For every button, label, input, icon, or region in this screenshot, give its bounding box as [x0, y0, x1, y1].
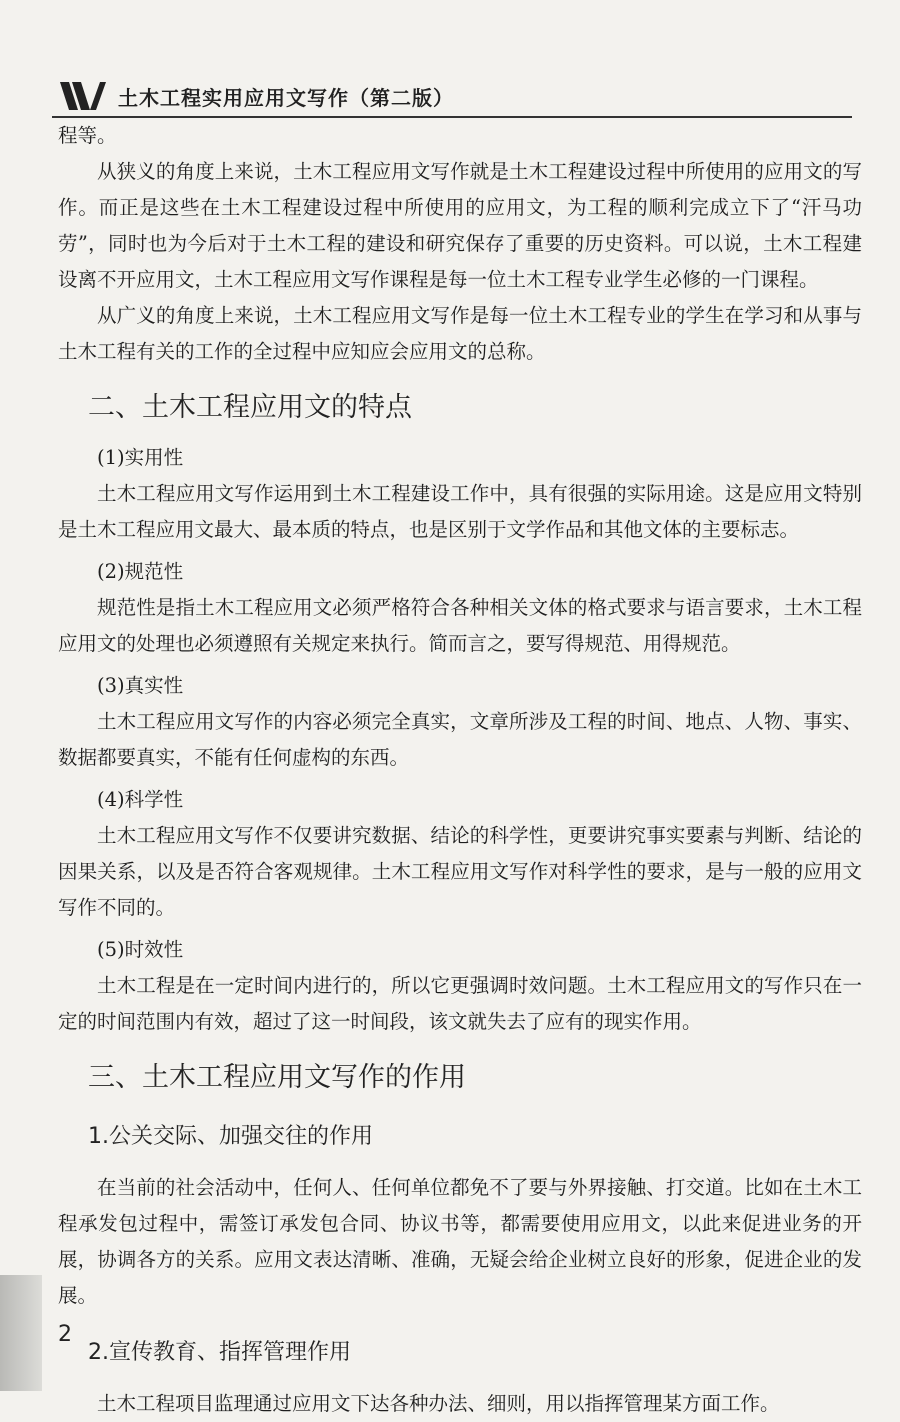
- paragraph-narrow-definition: 从狭义的角度上来说，土木工程应用文写作就是土木工程建设过程中所使用的应用文的写作。而正是这些在土木工程建设过程中所使用的应用文，为工程的顺利完成立下了“汗马功劳”，同时也为今后对于土木工程的建设和研究保存了重要的历史资料。可以说，土木工程建设离不开应用文，土木工程应用文写作课程是每一位土木工程专业学生必修的一门课程。: [58, 160, 862, 291]
- section-heading-functions: 三、土木工程应用文写作的作用: [88, 1062, 466, 1093]
- item-text: 土木工程应用文写作的内容必须完全真实，文章所涉及工程的时间、地点、人物、事实、数据都要真实，不能有任何虚构的东西。: [58, 710, 862, 769]
- item-label: (2)规范性: [97, 560, 184, 583]
- page-body: [58, 118, 862, 1422]
- item-label: (5)时效性: [97, 938, 184, 961]
- paragraph-broad-definition: 从广义的角度上来说，土木工程应用文写作是每一位土木工程专业的学生在学习和从事与土木工程有关的工作的全过程中应知应会应用文的总称。: [58, 304, 862, 363]
- paragraph-communication: 在当前的社会活动中，任何人、任何单位都免不了要与外界接触、打交道。比如在土木工程承发包过程中，需签订承发包合同、协议书等，都需要使用应用文，以此来促进业务的开展，协调各方的关系。应用文表达清晰、准确，无疑会给企业树立良好的形象，促进企业的发展。: [58, 1176, 862, 1307]
- section-heading-characteristics: 二、土木工程应用文的特点: [88, 392, 412, 423]
- paragraph-continuation: 程等。: [58, 124, 117, 147]
- item-text: 土木工程是在一定时间内进行的，所以它更强调时效问题。土木工程应用文的写作只在一定的时间范围内有效，超过了这一时间段，该文就失去了应有的现实作用。: [58, 974, 862, 1033]
- book-title: 土木工程实用应用文写作（第二版）: [118, 86, 454, 110]
- item-text: 规范性是指土木工程应用文必须严格符合各种相关文体的格式要求与语言要求，土木工程应用文的处理也必须遵照有关规定来执行。简而言之，要写得规范、用得规范。: [58, 596, 862, 655]
- page-number: 2: [58, 1322, 72, 1347]
- item-label: (1)实用性: [97, 446, 184, 469]
- subsection-heading-communication: 1.公关交际、加强交往的作用: [88, 1124, 373, 1149]
- item-label: (4)科学性: [97, 788, 184, 811]
- item-text: 土木工程应用文写作运用到土木工程建设工作中，具有很强的实际用途。这是应用文特别是土木工程应用文最大、最本质的特点，也是区别于文学作品和其他文体的主要标志。: [58, 482, 862, 541]
- item-text: 土木工程应用文写作不仅要讲究数据、结论的科学性，更要讲究事实要素与判断、结论的因果关系，以及是否符合客观规律。土木工程应用文写作对科学性的要求，是与一般的应用文写作不同的。: [58, 824, 862, 919]
- book-logo-icon: [60, 82, 106, 110]
- paragraph-management: 土木工程项目监理通过应用文下达各种办法、细则，用以指挥管理某方面工作。: [97, 1392, 780, 1415]
- item-label: (3)真实性: [97, 674, 184, 697]
- page-corner-shade: [0, 1275, 42, 1391]
- subsection-heading-management: 2.宣传教育、指挥管理作用: [88, 1340, 351, 1365]
- running-header: [52, 72, 852, 118]
